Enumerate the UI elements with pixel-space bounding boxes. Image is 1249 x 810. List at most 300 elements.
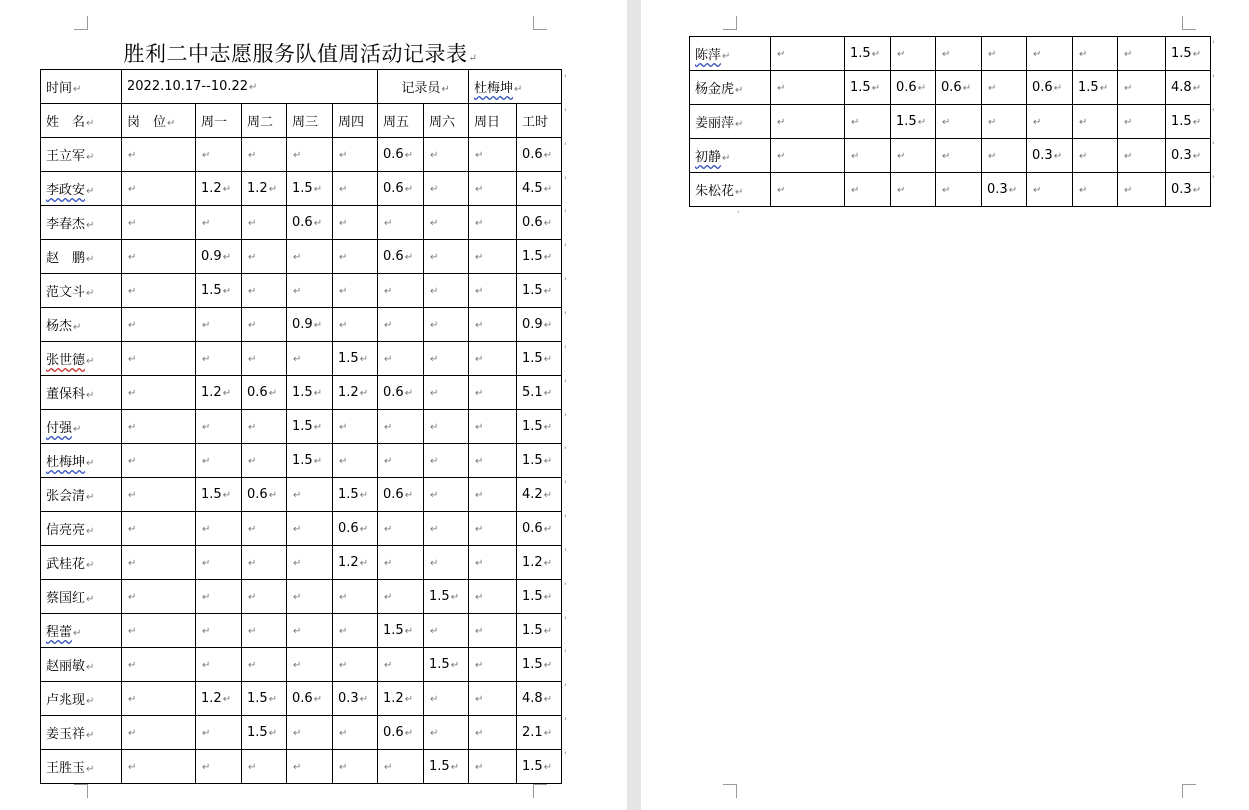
hours-cell[interactable] <box>378 648 424 682</box>
hours-cell[interactable] <box>378 682 424 716</box>
post-cell[interactable] <box>122 512 196 546</box>
hours-cell[interactable] <box>936 105 982 139</box>
person-name: 陈萍 <box>695 48 722 63</box>
hours-cell[interactable] <box>891 37 936 71</box>
hours-cell[interactable] <box>287 342 333 376</box>
paragraph-mark: ↵ <box>293 558 302 569</box>
hours-cell[interactable] <box>424 512 469 546</box>
hours-cell[interactable] <box>333 138 378 172</box>
post-cell[interactable] <box>122 716 196 750</box>
name-cell[interactable] <box>690 139 771 173</box>
hours-cell[interactable] <box>196 750 242 784</box>
hours-cell[interactable] <box>196 206 242 240</box>
hours-cell[interactable] <box>287 172 333 206</box>
hours-cell[interactable] <box>287 648 333 682</box>
name-cell[interactable] <box>41 750 122 784</box>
column-header[interactable] <box>424 104 469 138</box>
hours-cell[interactable] <box>242 546 287 580</box>
hours-cell[interactable] <box>378 274 424 308</box>
post-cell[interactable] <box>122 206 196 240</box>
total-hours-cell[interactable] <box>517 580 562 614</box>
hours-cell[interactable] <box>378 512 424 546</box>
total-hours-cell[interactable] <box>517 240 562 274</box>
total-hours-cell[interactable] <box>1166 71 1211 105</box>
hours-cell[interactable] <box>333 750 378 784</box>
paragraph-mark: ↵ <box>430 728 439 739</box>
hours-cell[interactable] <box>196 376 242 410</box>
hours-cell[interactable] <box>242 410 287 444</box>
hours-cell[interactable] <box>242 478 287 512</box>
column-header[interactable] <box>517 104 562 138</box>
hours-cell[interactable] <box>287 478 333 512</box>
paragraph-mark: ↵ <box>128 252 137 263</box>
hours-cell[interactable] <box>242 444 287 478</box>
hours-cell[interactable] <box>845 71 891 105</box>
hours-cell[interactable] <box>242 512 287 546</box>
hours-cell[interactable] <box>469 206 517 240</box>
hours-cell[interactable] <box>1073 173 1118 207</box>
hours-cell[interactable] <box>287 750 333 784</box>
hours-cell[interactable] <box>424 138 469 172</box>
hours-cell[interactable] <box>333 580 378 614</box>
hours-cell[interactable] <box>378 172 424 206</box>
total-hours-cell[interactable] <box>517 206 562 240</box>
hours-cell[interactable] <box>287 376 333 410</box>
hours-cell[interactable] <box>982 173 1027 207</box>
column-header[interactable] <box>287 104 333 138</box>
paragraph-mark: ↵ <box>543 762 553 773</box>
hours-cell[interactable] <box>469 172 517 206</box>
hours-cell[interactable] <box>424 240 469 274</box>
hours-cell[interactable] <box>424 172 469 206</box>
total-hours-cell[interactable] <box>517 308 562 342</box>
post-cell[interactable] <box>122 750 196 784</box>
post-cell[interactable] <box>122 546 196 580</box>
column-header[interactable] <box>242 104 287 138</box>
total-hours-cell[interactable] <box>517 648 562 682</box>
hours-cell[interactable] <box>196 512 242 546</box>
column-header[interactable] <box>469 104 517 138</box>
column-header[interactable] <box>378 104 424 138</box>
paragraph-mark: ↵ <box>430 218 439 229</box>
hours-cell[interactable] <box>845 37 891 71</box>
name-cell[interactable] <box>690 105 771 139</box>
hours-cell[interactable] <box>333 682 378 716</box>
hours-cell[interactable] <box>333 716 378 750</box>
total-hours-cell[interactable] <box>1166 173 1211 207</box>
hours-cell[interactable] <box>333 308 378 342</box>
hours-cell[interactable] <box>287 308 333 342</box>
total-hours-cell[interactable] <box>517 512 562 546</box>
hours-cell[interactable] <box>1118 173 1166 207</box>
hours-cell[interactable] <box>333 478 378 512</box>
hours-cell[interactable] <box>242 750 287 784</box>
hours-cell[interactable] <box>424 410 469 444</box>
hours-cell[interactable] <box>424 444 469 478</box>
total-hours-cell[interactable] <box>1166 139 1211 173</box>
paragraph-mark: ↵ <box>86 220 95 231</box>
hours-cell[interactable] <box>469 580 517 614</box>
hours-cell[interactable] <box>196 410 242 444</box>
time-label-cell[interactable]: 时间↵ <box>41 70 122 104</box>
paragraph-mark: ↵ <box>128 320 137 331</box>
post-cell[interactable] <box>122 580 196 614</box>
hours-cell[interactable] <box>287 682 333 716</box>
post-cell[interactable] <box>122 614 196 648</box>
date-range-cell[interactable]: 2022.10.17--10.22↵ <box>122 70 378 104</box>
hours-cell[interactable] <box>1027 37 1073 71</box>
hours-cell[interactable] <box>333 342 378 376</box>
hours-cell[interactable] <box>424 376 469 410</box>
post-cell[interactable] <box>122 376 196 410</box>
paragraph-mark: ↵ <box>475 728 484 739</box>
hours-cell[interactable] <box>891 139 936 173</box>
total-hours-cell[interactable] <box>517 444 562 478</box>
hours-cell[interactable] <box>333 274 378 308</box>
name-cell[interactable] <box>41 274 122 308</box>
total-hours-cell[interactable] <box>517 274 562 308</box>
table-row <box>41 750 562 784</box>
hours-cell[interactable] <box>1073 37 1118 71</box>
post-cell[interactable] <box>122 478 196 512</box>
hours-cell[interactable] <box>333 410 378 444</box>
cell-value: 0.3 <box>987 182 1008 197</box>
hours-cell[interactable] <box>378 308 424 342</box>
name-cell[interactable] <box>41 172 122 206</box>
hours-cell[interactable] <box>424 648 469 682</box>
total-hours-cell[interactable] <box>517 342 562 376</box>
hours-cell[interactable] <box>469 648 517 682</box>
paragraph-mark: ↵ <box>248 354 257 365</box>
hours-cell[interactable] <box>333 240 378 274</box>
cell-value: 4.2 <box>522 487 543 502</box>
total-hours-cell[interactable] <box>1166 37 1211 71</box>
hours-cell[interactable] <box>196 172 242 206</box>
hours-cell[interactable] <box>333 376 378 410</box>
total-hours-cell[interactable] <box>517 546 562 580</box>
hours-cell[interactable] <box>242 274 287 308</box>
post-cell[interactable] <box>771 37 845 71</box>
hours-cell[interactable] <box>469 240 517 274</box>
hours-cell[interactable] <box>424 750 469 784</box>
hours-cell[interactable] <box>1118 105 1166 139</box>
hours-cell[interactable] <box>333 172 378 206</box>
hours-cell[interactable] <box>196 682 242 716</box>
hours-cell[interactable] <box>469 308 517 342</box>
hours-cell[interactable] <box>333 512 378 546</box>
name-cell[interactable] <box>41 512 122 546</box>
hours-cell[interactable] <box>424 716 469 750</box>
hours-cell[interactable] <box>287 580 333 614</box>
hours-cell[interactable] <box>424 682 469 716</box>
hours-cell[interactable] <box>469 342 517 376</box>
name-cell[interactable] <box>41 410 122 444</box>
post-cell[interactable] <box>122 308 196 342</box>
recorder-name-cell[interactable]: 杜梅坤↵ <box>469 70 562 104</box>
name-cell[interactable] <box>41 138 122 172</box>
column-header[interactable] <box>196 104 242 138</box>
post-cell[interactable] <box>122 240 196 274</box>
hours-cell[interactable] <box>424 206 469 240</box>
hours-cell[interactable] <box>845 139 891 173</box>
hours-cell[interactable] <box>333 444 378 478</box>
hours-cell[interactable] <box>287 546 333 580</box>
post-cell[interactable] <box>122 682 196 716</box>
hours-cell[interactable] <box>469 274 517 308</box>
hours-cell[interactable] <box>196 138 242 172</box>
hours-cell[interactable] <box>242 308 287 342</box>
hours-cell[interactable] <box>1027 105 1073 139</box>
hours-cell[interactable] <box>1073 105 1118 139</box>
row-end-mark: ' <box>1212 40 1215 50</box>
hours-cell[interactable] <box>1027 139 1073 173</box>
hours-cell[interactable] <box>1118 37 1166 71</box>
hours-cell[interactable] <box>242 172 287 206</box>
hours-cell[interactable] <box>1027 173 1073 207</box>
hours-cell[interactable] <box>196 546 242 580</box>
name-cell[interactable] <box>41 478 122 512</box>
name-cell[interactable] <box>690 37 771 71</box>
total-hours-cell[interactable] <box>517 682 562 716</box>
paragraph-mark: ↵ <box>475 592 484 603</box>
paragraph-mark: ↵ <box>86 730 95 741</box>
paragraph-mark: ↵ <box>475 694 484 705</box>
hours-cell[interactable] <box>378 444 424 478</box>
hours-cell[interactable] <box>378 342 424 376</box>
hours-cell[interactable] <box>242 580 287 614</box>
total-hours-cell[interactable] <box>517 138 562 172</box>
hours-cell[interactable] <box>242 716 287 750</box>
total-hours-cell[interactable] <box>1166 105 1211 139</box>
person-name: 卢兆现 <box>46 693 86 708</box>
post-cell[interactable] <box>122 342 196 376</box>
name-cell[interactable] <box>41 444 122 478</box>
paragraph-mark: ↵ <box>128 728 137 739</box>
name-cell[interactable] <box>41 376 122 410</box>
hours-cell[interactable] <box>378 138 424 172</box>
hours-cell[interactable] <box>936 139 982 173</box>
name-cell[interactable] <box>41 240 122 274</box>
hours-cell[interactable] <box>1118 71 1166 105</box>
row-end-mark: ' <box>564 717 567 728</box>
paragraph-mark: ↵ <box>777 117 786 128</box>
hours-cell[interactable] <box>424 342 469 376</box>
hours-cell[interactable] <box>378 716 424 750</box>
total-hours-cell[interactable] <box>517 614 562 648</box>
hours-cell[interactable] <box>891 105 936 139</box>
hours-cell[interactable] <box>424 546 469 580</box>
paragraph-mark: ↵ <box>430 558 439 569</box>
hours-cell[interactable] <box>196 580 242 614</box>
post-cell[interactable] <box>771 71 845 105</box>
post-cell[interactable] <box>122 648 196 682</box>
hours-cell[interactable] <box>333 648 378 682</box>
hours-cell[interactable] <box>287 444 333 478</box>
paragraph-mark: ↵ <box>735 119 744 130</box>
total-hours-cell[interactable] <box>517 172 562 206</box>
hours-cell[interactable] <box>424 478 469 512</box>
hours-cell[interactable] <box>196 240 242 274</box>
hours-cell[interactable] <box>242 376 287 410</box>
hours-cell[interactable] <box>982 139 1027 173</box>
hours-cell[interactable] <box>891 173 936 207</box>
hours-cell[interactable] <box>242 682 287 716</box>
post-cell[interactable] <box>771 139 845 173</box>
hours-cell[interactable] <box>424 614 469 648</box>
hours-cell[interactable] <box>287 206 333 240</box>
hours-cell[interactable] <box>378 478 424 512</box>
volunteer-record-table[interactable] <box>40 69 562 784</box>
column-header-label: 周六 <box>429 115 456 130</box>
name-cell[interactable] <box>690 173 771 207</box>
paragraph-mark: ↵ <box>851 185 860 196</box>
paragraph-mark: ↵ <box>450 762 460 773</box>
hours-cell[interactable] <box>196 614 242 648</box>
paragraph-mark: ↵ <box>1124 117 1133 128</box>
volunteer-record-table-continued[interactable] <box>689 36 1211 207</box>
hours-cell[interactable] <box>242 206 287 240</box>
hours-cell[interactable] <box>1073 71 1118 105</box>
person-name: 杨金虎 <box>695 82 735 97</box>
hours-cell[interactable] <box>982 105 1027 139</box>
hours-cell[interactable] <box>287 512 333 546</box>
hours-cell[interactable] <box>287 274 333 308</box>
paragraph-mark: ↵ <box>543 558 553 569</box>
hours-cell[interactable] <box>845 173 891 207</box>
name-cell[interactable] <box>41 206 122 240</box>
name-cell[interactable] <box>41 308 122 342</box>
hours-cell[interactable] <box>287 410 333 444</box>
hours-cell[interactable] <box>469 716 517 750</box>
post-cell[interactable] <box>122 138 196 172</box>
paragraph-mark: ↵ <box>86 662 95 673</box>
table-row <box>41 308 562 342</box>
hours-cell[interactable] <box>196 478 242 512</box>
hours-cell[interactable] <box>333 206 378 240</box>
recorder-label-cell[interactable]: 记录员↵ <box>378 70 469 104</box>
total-hours-cell[interactable] <box>517 410 562 444</box>
hours-cell[interactable] <box>845 105 891 139</box>
cell-value: 1.5 <box>292 419 313 434</box>
paragraph-mark: ↵ <box>202 422 211 433</box>
hours-cell[interactable] <box>469 478 517 512</box>
hours-cell[interactable] <box>936 37 982 71</box>
hours-cell[interactable] <box>982 71 1027 105</box>
hours-cell[interactable] <box>378 410 424 444</box>
hours-cell[interactable] <box>469 682 517 716</box>
hours-cell[interactable] <box>378 206 424 240</box>
hours-cell[interactable] <box>936 71 982 105</box>
hours-cell[interactable] <box>936 173 982 207</box>
hours-cell[interactable] <box>242 138 287 172</box>
hours-cell[interactable] <box>196 444 242 478</box>
hours-cell[interactable] <box>242 648 287 682</box>
document-title[interactable]: 胜利二中志愿服务队值周活动记录表↵ <box>123 42 478 66</box>
hours-cell[interactable] <box>242 614 287 648</box>
hours-cell[interactable] <box>469 376 517 410</box>
hours-cell[interactable] <box>196 342 242 376</box>
column-header[interactable] <box>333 104 378 138</box>
cell-value: 0.6 <box>247 385 268 400</box>
name-cell[interactable] <box>41 682 122 716</box>
hours-cell[interactable] <box>287 716 333 750</box>
hours-cell[interactable] <box>378 376 424 410</box>
hours-cell[interactable] <box>424 308 469 342</box>
total-hours-cell[interactable] <box>517 478 562 512</box>
name-cell[interactable] <box>41 546 122 580</box>
hours-cell[interactable] <box>287 138 333 172</box>
post-cell[interactable] <box>771 173 845 207</box>
paragraph-mark: ↵ <box>128 762 137 773</box>
hours-cell[interactable] <box>424 274 469 308</box>
hours-cell[interactable] <box>242 342 287 376</box>
hours-cell[interactable] <box>378 240 424 274</box>
table-row <box>41 546 562 580</box>
post-cell[interactable] <box>122 274 196 308</box>
post-cell[interactable] <box>122 172 196 206</box>
hours-cell[interactable] <box>469 138 517 172</box>
column-header-label: 工时 <box>522 115 549 130</box>
hours-cell[interactable] <box>469 410 517 444</box>
hours-cell[interactable] <box>891 71 936 105</box>
name-cell[interactable] <box>690 71 771 105</box>
hours-cell[interactable] <box>287 614 333 648</box>
hours-cell[interactable] <box>196 648 242 682</box>
post-cell[interactable] <box>122 444 196 478</box>
hours-cell[interactable] <box>378 580 424 614</box>
post-cell[interactable] <box>122 410 196 444</box>
name-cell[interactable] <box>41 342 122 376</box>
hours-cell[interactable] <box>378 614 424 648</box>
total-hours-cell[interactable] <box>517 716 562 750</box>
row-end-mark: ' <box>564 412 567 423</box>
name-cell[interactable] <box>41 648 122 682</box>
hours-cell[interactable] <box>287 240 333 274</box>
paragraph-mark: ↵ <box>313 456 323 467</box>
paragraph-mark: ↵ <box>543 728 553 739</box>
column-header[interactable] <box>41 104 122 138</box>
hours-cell[interactable] <box>1073 139 1118 173</box>
hours-cell[interactable] <box>242 240 287 274</box>
hours-cell[interactable] <box>378 546 424 580</box>
paragraph-end-mark: ' <box>737 210 740 220</box>
hours-cell[interactable] <box>196 716 242 750</box>
paragraph-mark: ↵ <box>128 592 137 603</box>
hours-cell[interactable] <box>378 750 424 784</box>
hours-cell[interactable] <box>196 274 242 308</box>
column-header[interactable] <box>122 104 196 138</box>
post-cell[interactable] <box>771 105 845 139</box>
hours-cell[interactable] <box>469 614 517 648</box>
hours-cell[interactable] <box>982 37 1027 71</box>
hours-cell[interactable] <box>469 512 517 546</box>
hours-cell[interactable] <box>469 444 517 478</box>
hours-cell[interactable] <box>1027 71 1073 105</box>
hours-cell[interactable] <box>424 580 469 614</box>
total-hours-cell[interactable] <box>517 376 562 410</box>
total-hours-cell[interactable] <box>517 750 562 784</box>
hours-cell[interactable] <box>333 546 378 580</box>
table-row <box>41 274 562 308</box>
hours-cell[interactable] <box>333 614 378 648</box>
name-cell[interactable] <box>41 716 122 750</box>
hours-cell[interactable] <box>1118 139 1166 173</box>
hours-cell[interactable] <box>469 750 517 784</box>
hours-cell[interactable] <box>469 546 517 580</box>
name-cell[interactable] <box>41 580 122 614</box>
hours-cell[interactable] <box>196 308 242 342</box>
name-cell[interactable] <box>41 614 122 648</box>
